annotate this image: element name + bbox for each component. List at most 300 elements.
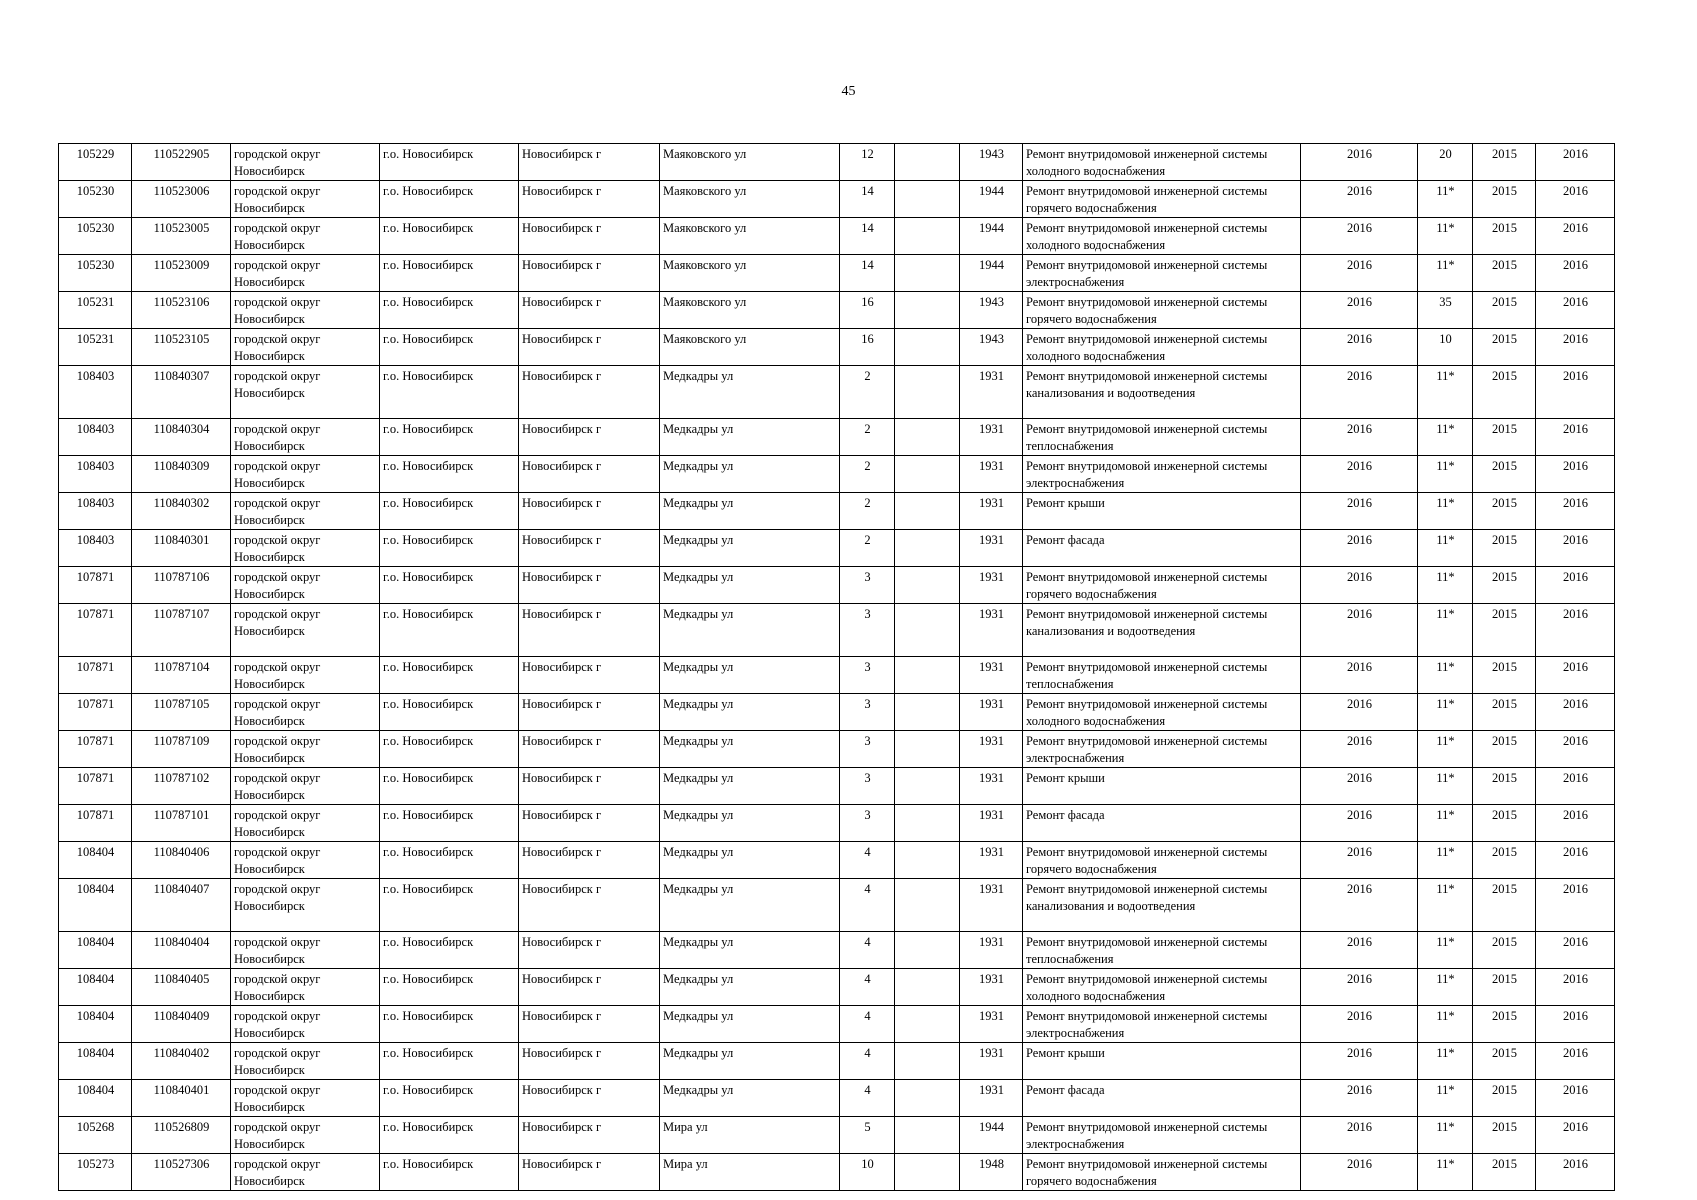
deadline-cell: 11* [1418, 604, 1473, 657]
start-year-cell: 2015 [1473, 694, 1536, 731]
deadline-cell: 11* [1418, 530, 1473, 567]
work-type-cell: Ремонт фасада [1023, 530, 1301, 567]
settlement-type-cell: г.о. Новосибирск [380, 842, 519, 879]
work-type-cell: Ремонт внутридомовой инженерной системы холодного водоснабжения [1023, 694, 1301, 731]
end-year-cell: 2016 [1536, 657, 1615, 694]
municipality-cell: городской округ Новосибирск [231, 144, 380, 181]
plan-year-cell: 2016 [1301, 932, 1418, 969]
settlement-type-cell: г.о. Новосибирск [380, 604, 519, 657]
municipality-cell: городской округ Новосибирск [231, 255, 380, 292]
work-type-cell: Ремонт внутридомовой инженерной системы электроснабжения [1023, 255, 1301, 292]
building-cell [895, 604, 960, 657]
table-row [59, 493, 1615, 530]
year-built-cell: 1931 [960, 932, 1023, 969]
municipality-cell: городской округ Новосибирск [231, 932, 380, 969]
house-id-cell: 107871 [59, 567, 132, 604]
start-year-cell: 2015 [1473, 1080, 1536, 1117]
work-id-cell: 110787107 [132, 604, 231, 657]
work-id-cell: 110527306 [132, 1154, 231, 1191]
work-type-cell: Ремонт внутридомовой инженерной системы канализования и водоотведения [1023, 366, 1301, 419]
municipality-cell: городской округ Новосибирск [231, 366, 380, 419]
city-cell: Новосибирск г [519, 144, 660, 181]
house-number-cell: 10 [840, 1154, 895, 1191]
work-type-cell: Ремонт внутридомовой инженерной системы электроснабжения [1023, 731, 1301, 768]
municipality-cell: городской округ Новосибирск [231, 1080, 380, 1117]
house-number-cell: 4 [840, 969, 895, 1006]
house-id-cell: 105230 [59, 218, 132, 255]
work-type-cell: Ремонт внутридомовой инженерной системы электроснабжения [1023, 1117, 1301, 1154]
building-cell [895, 805, 960, 842]
table-row [59, 731, 1615, 768]
year-built-cell: 1931 [960, 366, 1023, 419]
table-row [59, 879, 1615, 932]
house-number-cell: 4 [840, 1006, 895, 1043]
house-id-cell: 108404 [59, 842, 132, 879]
settlement-type-cell: г.о. Новосибирск [380, 530, 519, 567]
plan-year-cell: 2016 [1301, 694, 1418, 731]
deadline-cell: 11* [1418, 366, 1473, 419]
table-row [59, 530, 1615, 567]
plan-year-cell: 2016 [1301, 1154, 1418, 1191]
work-id-cell: 110840405 [132, 969, 231, 1006]
start-year-cell: 2015 [1473, 493, 1536, 530]
work-id-cell: 110840302 [132, 493, 231, 530]
house-number-cell: 3 [840, 567, 895, 604]
table-row [59, 181, 1615, 218]
street-cell: Медкадры ул [660, 657, 840, 694]
year-built-cell: 1931 [960, 604, 1023, 657]
house-number-cell: 2 [840, 419, 895, 456]
settlement-type-cell: г.о. Новосибирск [380, 292, 519, 329]
municipality-cell: городской округ Новосибирск [231, 1117, 380, 1154]
house-id-cell: 107871 [59, 604, 132, 657]
municipality-cell: городской округ Новосибирск [231, 292, 380, 329]
start-year-cell: 2015 [1473, 1154, 1536, 1191]
year-built-cell: 1948 [960, 1154, 1023, 1191]
deadline-cell: 11* [1418, 419, 1473, 456]
year-built-cell: 1931 [960, 657, 1023, 694]
table-row [59, 329, 1615, 366]
end-year-cell: 2016 [1536, 530, 1615, 567]
year-built-cell: 1931 [960, 805, 1023, 842]
plan-year-cell: 2016 [1301, 530, 1418, 567]
work-id-cell: 110526809 [132, 1117, 231, 1154]
house-number-cell: 2 [840, 493, 895, 530]
building-cell [895, 1117, 960, 1154]
start-year-cell: 2015 [1473, 255, 1536, 292]
municipality-cell: городской округ Новосибирск [231, 842, 380, 879]
city-cell: Новосибирск г [519, 366, 660, 419]
street-cell: Медкадры ул [660, 969, 840, 1006]
work-type-cell: Ремонт внутридомовой инженерной системы теплоснабжения [1023, 657, 1301, 694]
end-year-cell: 2016 [1536, 768, 1615, 805]
end-year-cell: 2016 [1536, 694, 1615, 731]
municipality-cell: городской округ Новосибирск [231, 969, 380, 1006]
work-id-cell: 110787102 [132, 768, 231, 805]
municipality-cell: городской округ Новосибирск [231, 768, 380, 805]
building-cell [895, 969, 960, 1006]
city-cell: Новосибирск г [519, 255, 660, 292]
settlement-type-cell: г.о. Новосибирск [380, 181, 519, 218]
plan-year-cell: 2016 [1301, 419, 1418, 456]
work-id-cell: 110840409 [132, 1006, 231, 1043]
settlement-type-cell: г.о. Новосибирск [380, 144, 519, 181]
table-row [59, 768, 1615, 805]
work-id-cell: 110840404 [132, 932, 231, 969]
house-id-cell: 105231 [59, 292, 132, 329]
settlement-type-cell: г.о. Новосибирск [380, 493, 519, 530]
deadline-cell: 11* [1418, 567, 1473, 604]
house-number-cell: 3 [840, 694, 895, 731]
table-row [59, 1154, 1615, 1191]
city-cell: Новосибирск г [519, 805, 660, 842]
end-year-cell: 2016 [1536, 218, 1615, 255]
work-id-cell: 110840401 [132, 1080, 231, 1117]
street-cell: Медкадры ул [660, 493, 840, 530]
plan-year-cell: 2016 [1301, 255, 1418, 292]
building-cell [895, 218, 960, 255]
end-year-cell: 2016 [1536, 969, 1615, 1006]
work-type-cell: Ремонт внутридомовой инженерной системы теплоснабжения [1023, 419, 1301, 456]
year-built-cell: 1943 [960, 329, 1023, 366]
year-built-cell: 1931 [960, 456, 1023, 493]
end-year-cell: 2016 [1536, 604, 1615, 657]
page-number: 45 [841, 84, 856, 99]
plan-year-cell: 2016 [1301, 1006, 1418, 1043]
house-id-cell: 108404 [59, 1043, 132, 1080]
deadline-cell: 11* [1418, 181, 1473, 218]
deadline-cell: 11* [1418, 969, 1473, 1006]
work-type-cell: Ремонт фасада [1023, 1080, 1301, 1117]
municipality-cell: городской округ Новосибирск [231, 530, 380, 567]
plan-year-cell: 2016 [1301, 969, 1418, 1006]
table-row [59, 657, 1615, 694]
plan-year-cell: 2016 [1301, 329, 1418, 366]
work-type-cell: Ремонт внутридомовой инженерной системы горячего водоснабжения [1023, 567, 1301, 604]
settlement-type-cell: г.о. Новосибирск [380, 1080, 519, 1117]
end-year-cell: 2016 [1536, 255, 1615, 292]
work-type-cell: Ремонт внутридомовой инженерной системы теплоснабжения [1023, 932, 1301, 969]
settlement-type-cell: г.о. Новосибирск [380, 657, 519, 694]
plan-year-cell: 2016 [1301, 879, 1418, 932]
municipality-cell: городской округ Новосибирск [231, 419, 380, 456]
deadline-cell: 11* [1418, 805, 1473, 842]
work-type-cell: Ремонт внутридомовой инженерной системы холодного водоснабжения [1023, 329, 1301, 366]
end-year-cell: 2016 [1536, 329, 1615, 366]
start-year-cell: 2015 [1473, 842, 1536, 879]
start-year-cell: 2015 [1473, 932, 1536, 969]
table-row [59, 1043, 1615, 1080]
house-id-cell: 105229 [59, 144, 132, 181]
street-cell: Медкадры ул [660, 731, 840, 768]
work-type-cell: Ремонт внутридомовой инженерной системы канализования и водоотведения [1023, 879, 1301, 932]
deadline-cell: 20 [1418, 144, 1473, 181]
house-id-cell: 105230 [59, 255, 132, 292]
building-cell [895, 366, 960, 419]
deadline-cell: 11* [1418, 1006, 1473, 1043]
building-cell [895, 731, 960, 768]
municipality-cell: городской округ Новосибирск [231, 805, 380, 842]
end-year-cell: 2016 [1536, 1080, 1615, 1117]
house-id-cell: 108403 [59, 493, 132, 530]
municipality-cell: городской округ Новосибирск [231, 329, 380, 366]
work-type-cell: Ремонт крыши [1023, 768, 1301, 805]
work-id-cell: 110840309 [132, 456, 231, 493]
deadline-cell: 11* [1418, 1154, 1473, 1191]
street-cell: Медкадры ул [660, 932, 840, 969]
building-cell [895, 932, 960, 969]
city-cell: Новосибирск г [519, 1006, 660, 1043]
settlement-type-cell: г.о. Новосибирск [380, 329, 519, 366]
start-year-cell: 2015 [1473, 530, 1536, 567]
deadline-cell: 11* [1418, 255, 1473, 292]
settlement-type-cell: г.о. Новосибирск [380, 567, 519, 604]
start-year-cell: 2015 [1473, 657, 1536, 694]
city-cell: Новосибирск г [519, 731, 660, 768]
municipality-cell: городской округ Новосибирск [231, 181, 380, 218]
end-year-cell: 2016 [1536, 366, 1615, 419]
end-year-cell: 2016 [1536, 292, 1615, 329]
plan-year-cell: 2016 [1301, 604, 1418, 657]
end-year-cell: 2016 [1536, 493, 1615, 530]
table-row [59, 218, 1615, 255]
house-number-cell: 5 [840, 1117, 895, 1154]
municipality-cell: городской округ Новосибирск [231, 1006, 380, 1043]
house-number-cell: 4 [840, 842, 895, 879]
year-built-cell: 1931 [960, 419, 1023, 456]
plan-year-cell: 2016 [1301, 181, 1418, 218]
city-cell: Новосибирск г [519, 969, 660, 1006]
city-cell: Новосибирск г [519, 530, 660, 567]
table-row [59, 419, 1615, 456]
city-cell: Новосибирск г [519, 493, 660, 530]
work-type-cell: Ремонт внутридомовой инженерной системы электроснабжения [1023, 1006, 1301, 1043]
plan-year-cell: 2016 [1301, 144, 1418, 181]
street-cell: Медкадры ул [660, 456, 840, 493]
settlement-type-cell: г.о. Новосибирск [380, 879, 519, 932]
start-year-cell: 2015 [1473, 879, 1536, 932]
year-built-cell: 1943 [960, 292, 1023, 329]
house-number-cell: 16 [840, 292, 895, 329]
plan-year-cell: 2016 [1301, 805, 1418, 842]
city-cell: Новосибирск г [519, 419, 660, 456]
house-number-cell: 14 [840, 181, 895, 218]
house-number-cell: 4 [840, 879, 895, 932]
deadline-cell: 11* [1418, 218, 1473, 255]
building-cell [895, 694, 960, 731]
work-type-cell: Ремонт внутридомовой инженерной системы горячего водоснабжения [1023, 181, 1301, 218]
city-cell: Новосибирск г [519, 604, 660, 657]
start-year-cell: 2015 [1473, 768, 1536, 805]
city-cell: Новосибирск г [519, 1117, 660, 1154]
work-type-cell: Ремонт крыши [1023, 493, 1301, 530]
end-year-cell: 2016 [1536, 805, 1615, 842]
table-row [59, 694, 1615, 731]
street-cell: Медкадры ул [660, 842, 840, 879]
work-id-cell: 110787101 [132, 805, 231, 842]
street-cell: Медкадры ул [660, 1080, 840, 1117]
settlement-type-cell: г.о. Новосибирск [380, 218, 519, 255]
city-cell: Новосибирск г [519, 694, 660, 731]
house-number-cell: 4 [840, 932, 895, 969]
start-year-cell: 2015 [1473, 144, 1536, 181]
street-cell: Медкадры ул [660, 768, 840, 805]
city-cell: Новосибирск г [519, 768, 660, 805]
building-cell [895, 530, 960, 567]
plan-year-cell: 2016 [1301, 1043, 1418, 1080]
start-year-cell: 2015 [1473, 329, 1536, 366]
building-cell [895, 255, 960, 292]
city-cell: Новосибирск г [519, 292, 660, 329]
year-built-cell: 1944 [960, 255, 1023, 292]
deadline-cell: 11* [1418, 768, 1473, 805]
city-cell: Новосибирск г [519, 1080, 660, 1117]
settlement-type-cell: г.о. Новосибирск [380, 456, 519, 493]
table-row [59, 604, 1615, 657]
work-type-cell: Ремонт крыши [1023, 1043, 1301, 1080]
work-id-cell: 110787105 [132, 694, 231, 731]
municipality-cell: городской округ Новосибирск [231, 493, 380, 530]
city-cell: Новосибирск г [519, 879, 660, 932]
city-cell: Новосибирск г [519, 218, 660, 255]
table-row [59, 456, 1615, 493]
house-number-cell: 2 [840, 456, 895, 493]
table-row [59, 969, 1615, 1006]
work-type-cell: Ремонт внутридомовой инженерной системы горячего водоснабжения [1023, 292, 1301, 329]
street-cell: Мира ул [660, 1117, 840, 1154]
deadline-cell: 35 [1418, 292, 1473, 329]
deadline-cell: 11* [1418, 842, 1473, 879]
house-id-cell: 108403 [59, 366, 132, 419]
city-cell: Новосибирск г [519, 181, 660, 218]
street-cell: Медкадры ул [660, 419, 840, 456]
table-row [59, 144, 1615, 181]
house-id-cell: 108403 [59, 456, 132, 493]
year-built-cell: 1931 [960, 567, 1023, 604]
municipality-cell: городской округ Новосибирск [231, 731, 380, 768]
house-id-cell: 105231 [59, 329, 132, 366]
end-year-cell: 2016 [1536, 1117, 1615, 1154]
work-type-cell: Ремонт фасада [1023, 805, 1301, 842]
house-id-cell: 108403 [59, 419, 132, 456]
table-body [59, 144, 1615, 1191]
end-year-cell: 2016 [1536, 842, 1615, 879]
street-cell: Медкадры ул [660, 604, 840, 657]
work-type-cell: Ремонт внутридомовой инженерной системы холодного водоснабжения [1023, 969, 1301, 1006]
building-cell [895, 879, 960, 932]
city-cell: Новосибирск г [519, 1154, 660, 1191]
house-id-cell: 105268 [59, 1117, 132, 1154]
work-id-cell: 110840402 [132, 1043, 231, 1080]
start-year-cell: 2015 [1473, 567, 1536, 604]
year-built-cell: 1944 [960, 218, 1023, 255]
house-number-cell: 2 [840, 366, 895, 419]
house-number-cell: 4 [840, 1043, 895, 1080]
year-built-cell: 1931 [960, 879, 1023, 932]
house-id-cell: 107871 [59, 731, 132, 768]
house-number-cell: 3 [840, 768, 895, 805]
end-year-cell: 2016 [1536, 1043, 1615, 1080]
city-cell: Новосибирск г [519, 456, 660, 493]
building-cell [895, 292, 960, 329]
street-cell: Медкадры ул [660, 567, 840, 604]
start-year-cell: 2015 [1473, 419, 1536, 456]
work-id-cell: 110523009 [132, 255, 231, 292]
end-year-cell: 2016 [1536, 879, 1615, 932]
deadline-cell: 11* [1418, 731, 1473, 768]
end-year-cell: 2016 [1536, 1006, 1615, 1043]
table-row [59, 842, 1615, 879]
end-year-cell: 2016 [1536, 1154, 1615, 1191]
year-built-cell: 1931 [960, 969, 1023, 1006]
house-number-cell: 12 [840, 144, 895, 181]
table-row [59, 1117, 1615, 1154]
building-cell [895, 567, 960, 604]
house-id-cell: 107871 [59, 657, 132, 694]
work-id-cell: 110523105 [132, 329, 231, 366]
street-cell: Маяковского ул [660, 144, 840, 181]
house-number-cell: 4 [840, 1080, 895, 1117]
plan-year-cell: 2016 [1301, 1080, 1418, 1117]
house-id-cell: 105273 [59, 1154, 132, 1191]
year-built-cell: 1931 [960, 842, 1023, 879]
house-id-cell: 108404 [59, 879, 132, 932]
plan-year-cell: 2016 [1301, 218, 1418, 255]
municipality-cell: городской округ Новосибирск [231, 456, 380, 493]
table-row [59, 805, 1615, 842]
work-id-cell: 110787106 [132, 567, 231, 604]
municipality-cell: городской округ Новосибирск [231, 657, 380, 694]
house-number-cell: 3 [840, 657, 895, 694]
plan-year-cell: 2016 [1301, 768, 1418, 805]
municipality-cell: городской округ Новосибирск [231, 1154, 380, 1191]
settlement-type-cell: г.о. Новосибирск [380, 969, 519, 1006]
municipality-cell: городской округ Новосибирск [231, 879, 380, 932]
start-year-cell: 2015 [1473, 1006, 1536, 1043]
work-id-cell: 110787104 [132, 657, 231, 694]
plan-year-cell: 2016 [1301, 842, 1418, 879]
table-row [59, 567, 1615, 604]
street-cell: Медкадры ул [660, 1006, 840, 1043]
settlement-type-cell: г.о. Новосибирск [380, 1154, 519, 1191]
house-number-cell: 3 [840, 805, 895, 842]
house-number-cell: 2 [840, 530, 895, 567]
house-id-cell: 107871 [59, 768, 132, 805]
table-row [59, 1006, 1615, 1043]
settlement-type-cell: г.о. Новосибирск [380, 694, 519, 731]
start-year-cell: 2015 [1473, 366, 1536, 419]
city-cell: Новосибирск г [519, 842, 660, 879]
deadline-cell: 11* [1418, 657, 1473, 694]
end-year-cell: 2016 [1536, 932, 1615, 969]
house-number-cell: 14 [840, 218, 895, 255]
building-cell [895, 1154, 960, 1191]
municipality-cell: городской округ Новосибирск [231, 218, 380, 255]
house-id-cell: 108404 [59, 1080, 132, 1117]
municipality-cell: городской округ Новосибирск [231, 604, 380, 657]
table-row [59, 255, 1615, 292]
building-cell [895, 144, 960, 181]
start-year-cell: 2015 [1473, 1117, 1536, 1154]
work-id-cell: 110840307 [132, 366, 231, 419]
year-built-cell: 1931 [960, 530, 1023, 567]
settlement-type-cell: г.о. Новосибирск [380, 805, 519, 842]
street-cell: Медкадры ул [660, 1043, 840, 1080]
deadline-cell: 11* [1418, 493, 1473, 530]
work-id-cell: 110840304 [132, 419, 231, 456]
city-cell: Новосибирск г [519, 1043, 660, 1080]
deadline-cell: 11* [1418, 1043, 1473, 1080]
